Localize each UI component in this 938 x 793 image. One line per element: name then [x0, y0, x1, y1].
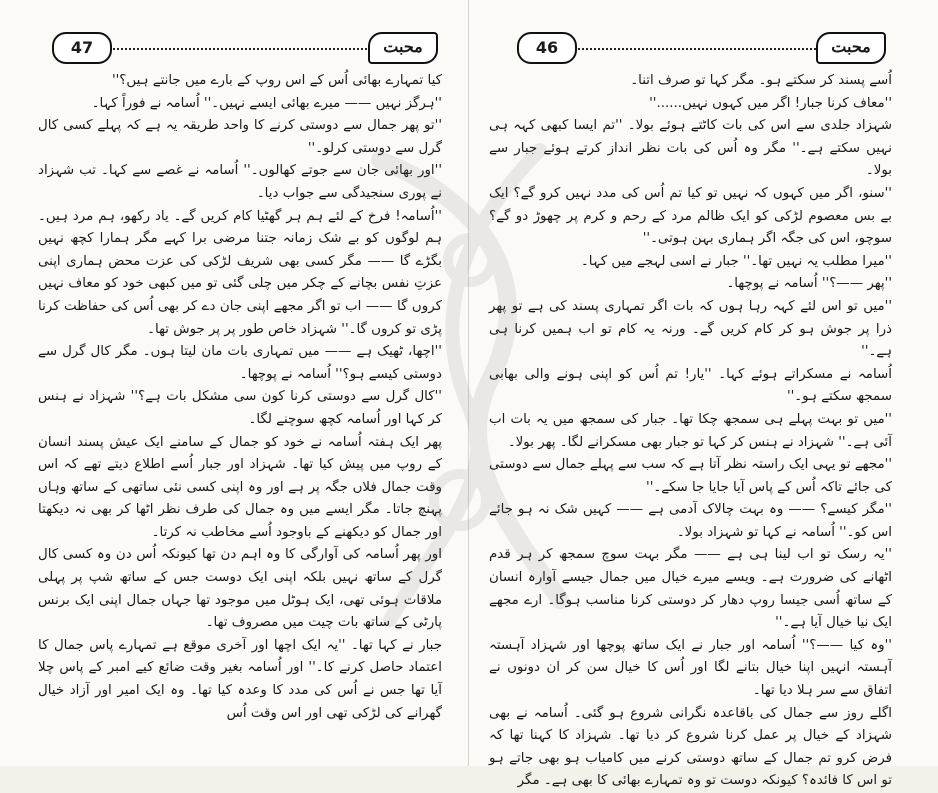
paragraph: ''کال گرل سے دوستی کرنا کون سی مشکل بات ہے؟'' شہزاد نے ہنس کر کہا اور اُسامہ کچھ سوچنے لگا۔	[38, 389, 442, 427]
paragraph: ''میں تو بہت پہلے ہی سمجھ چکا تھا۔ جبار کی سمجھ میں یہ بات اب آئی ہے۔'' شہزاد نے ہنس کر کہا تو جبار بھی مسکرانے لگا۔ پھر بولا۔	[489, 411, 892, 450]
paragraph: اور پھر اُسامہ کی آوارگی کا وہ اہم دن تھا کیونکہ اُس دن وہ کسی کال گرل کے ساتھ نہیں بلکہ اپنی ایک دوست جس کے ساتھ شپ پر پہلی ملاقات ہوئی تھی، ایک ہوٹل میں موجود تھا جہاں جمال اپنی ایک برنس پارٹی کے ساتھ بات چیت میں مصروف تھا۔	[38, 547, 442, 631]
paragraph: ''مجھے تو یہی ایک راستہ نظر آتا ہے کہ سب سے پہلے جمال سے دوستی کی جائے تاکہ اُس کے پاس آیا جایا جا سکے۔''	[489, 457, 892, 495]
paragraph: ''میرا مطلب یہ نہیں تھا۔'' جبار نے اسی لہجے میں کہا۔	[580, 253, 892, 269]
right-page-header	[495, 32, 912, 60]
paragraph: ''سنو، اگر میں کہوں کہ نہیں تو کیا تم اُس کی مدد نہیں کرو گے؟ ایک بے بس معصوم لڑکی کو ایک ظالم مرد کے رحم و کرم پر چھوڑ دو گے؟ سوچو، اس کی جگہ اگر ہماری بہن ہوتی۔''	[489, 185, 892, 247]
paragraph: اُسے پسند کر سکتے ہو۔ مگر کہا تو صرف اتنا۔	[630, 73, 892, 88]
paragraph: جبار نے کہا تھا۔ ''یہ ایک اچھا اور آخری موقع ہے تمہارے پاس جمال کا اعتماد حاصل کرنے کا۔'' اور اُسامہ بغیر وقت ضائع کیے امبر کے پاس چلا آیا تھا جس نے اُس کی مدد کا وعدہ کیا تھا۔ وہ ایک امیر اور آزاد خیال گھرانے کی لڑکی تھی اور اس وقت اُس	[38, 637, 442, 721]
paragraph: ''تو پھر جمال سے دوستی کرنے کا واحد طریقہ یہ ہے کہ پہلے کسی کال گرل سے دوستی کرلو۔''	[38, 118, 442, 156]
magazine-logo: محبت	[816, 32, 886, 64]
paragraph: ''اچھا، ٹھیک ہے —— میں تمہاری بات مان لیتا ہوں۔ مگر کال گرل سے دوستی کیسے ہو؟'' اُسامہ نے پوچھا۔	[38, 344, 442, 382]
paragraph: اُسامہ نے مسکراتے ہوئے کہا۔ ''یار! تم اُس کو اپنی ہونے والی بھابی سمجھ سکتے ہو۔''	[489, 366, 892, 405]
paragraph: ''وہ کیا ——؟'' اُسامہ اور جبار نے ایک ساتھ پوچھا اور شہزاد آہستہ آہستہ انہیں اپنا خیال بتانے لگا اور اُس کا خیال سن کر ان دونوں نے اتفاق سے سر ہلا دیا تھا۔	[489, 637, 892, 699]
paragraph: ''ہرگز نہیں —— میرے بھائی ایسے نہیں۔'' اُسامہ نے فوراً کہا۔	[91, 95, 442, 111]
paragraph: ''مگر کیسے؟ —— وہ بہت چالاک آدمی ہے —— کہیں شک نہ ہو جائے اس کو۔'' اُسامہ نے کہا تو شہزاد بولا۔	[489, 502, 892, 540]
paragraph: پھر ایک ہفتہ اُسامہ نے خود کو جمال کے سامنے ایک عیش پسند انسان کے روپ میں پیش کیا تھا۔ شہزاد اور جبار اُسے اطلاع دیتے تھے کہ اس وقت جمال فلاں جگہ پر ہے اور وہ اپنی کسی نئی ساتھی کے ساتھ وہاں پہنچ جاتا۔ مگر ایسے میں وہ جمال کی طرف نظر اٹھا کر بھی نہ دیکھتا اور جمال کو دیکھنے کے باوجود اُسے مخاطب نہ کرتا۔	[38, 434, 442, 540]
page-number: 47	[52, 32, 112, 64]
right-page-body	[489, 70, 892, 789]
left-page	[0, 0, 469, 766]
paragraph: ''اُسامہ! فرخ کے لئے ہم ہر گھٹیا کام کریں گے۔ یاد رکھو، ہم مرد ہیں۔ ہم لوگوں کو بے شک زمانہ جتنا مرضی برا کہے مگر ہمارا کچھ نہیں بگڑے گا —— مگر کسی بھی شریف لڑکی کی عزت محض ہماری اپنی عزتِ نفس بچانے کے چکر میں چلی گئی تو میں کبھی خود کو معاف نہیں کروں گا —— اب تو اگر مجھے اپنی جان دے کر بھی اُس کی حفاظت کرنا پڑی تو کروں گا۔'' شہزاد خاص طور پر پر جوش تھا۔	[38, 208, 442, 337]
right-page	[469, 0, 938, 789]
page-number: 46	[517, 32, 577, 64]
paragraph: ''اور بھائی جان سے جوتے کھالوں۔'' اُسامہ نے غصے سے کہا۔ تب شہزاد نے پوری سنجیدگی سے جواب دیا۔	[38, 163, 442, 201]
paragraph: اگلے روز سے جمال کی باقاعدہ نگرانی شروع ہو گئی۔ اُسامہ نے بھی شہزاد کے خیال پر عمل کرنا شروع کر دیا تھا۔ شہزاد کا کہنا تھا کہ فرض کرو تم جمال کے ساتھ دوستی کرنے میں کامیاب ہو بھی جاتے ہو تو اس کا فائدہ؟ کیونکہ دوست تو وہ تمہارے بھائی کا بھی ہے۔ مگر	[489, 705, 892, 789]
header-dotted-rule	[66, 48, 402, 50]
left-page-header	[26, 32, 442, 60]
magazine-logo: محبت	[368, 32, 438, 64]
paragraph: ''میں تو اس لئے کہہ رہا ہوں کہ بات اگر تمہاری پسند کی ہے تو پھر ذرا پر جوش ہو کر کام کریں گے۔ ورنہ یہ کام تو اب ہمیں کرنا ہی ہے۔''	[489, 298, 892, 360]
paragraph: ''یہ رسک تو اب لینا ہی ہے —— مگر بہت سوچ سمجھ کر ہر قدم اٹھانے کی ضرورت ہے۔ ویسے میرے خیال میں جمال جیسے آوارہ انسان کے ساتھ اُسی جیسا روپ دھار کر دوستی کرنا مناسب ہوگا۔ ارے مجھے ایک نیا خیال آیا ہے۔''	[489, 547, 892, 631]
paragraph: شہزاد جلدی سے اس کی بات کاٹتے ہوئے بولا۔ ''تم ایسا کبھی کہہ ہی نہیں سکتے ہے۔'' مگر وہ اُس کی بات نظر انداز کرتے ہوئے جبار سے بولا۔	[489, 118, 892, 179]
paragraph: ''معاف کرنا جبار! اگر میں کہوں نہیں......''	[649, 95, 892, 111]
paragraph: کیا تمہارے بھائی اُس کے اس روپ کے بارے میں جانتے ہیں؟''	[111, 73, 442, 88]
left-page-body	[38, 70, 442, 760]
paragraph: ''پھر ——؟'' اُسامہ نے پوچھا۔	[726, 276, 892, 292]
